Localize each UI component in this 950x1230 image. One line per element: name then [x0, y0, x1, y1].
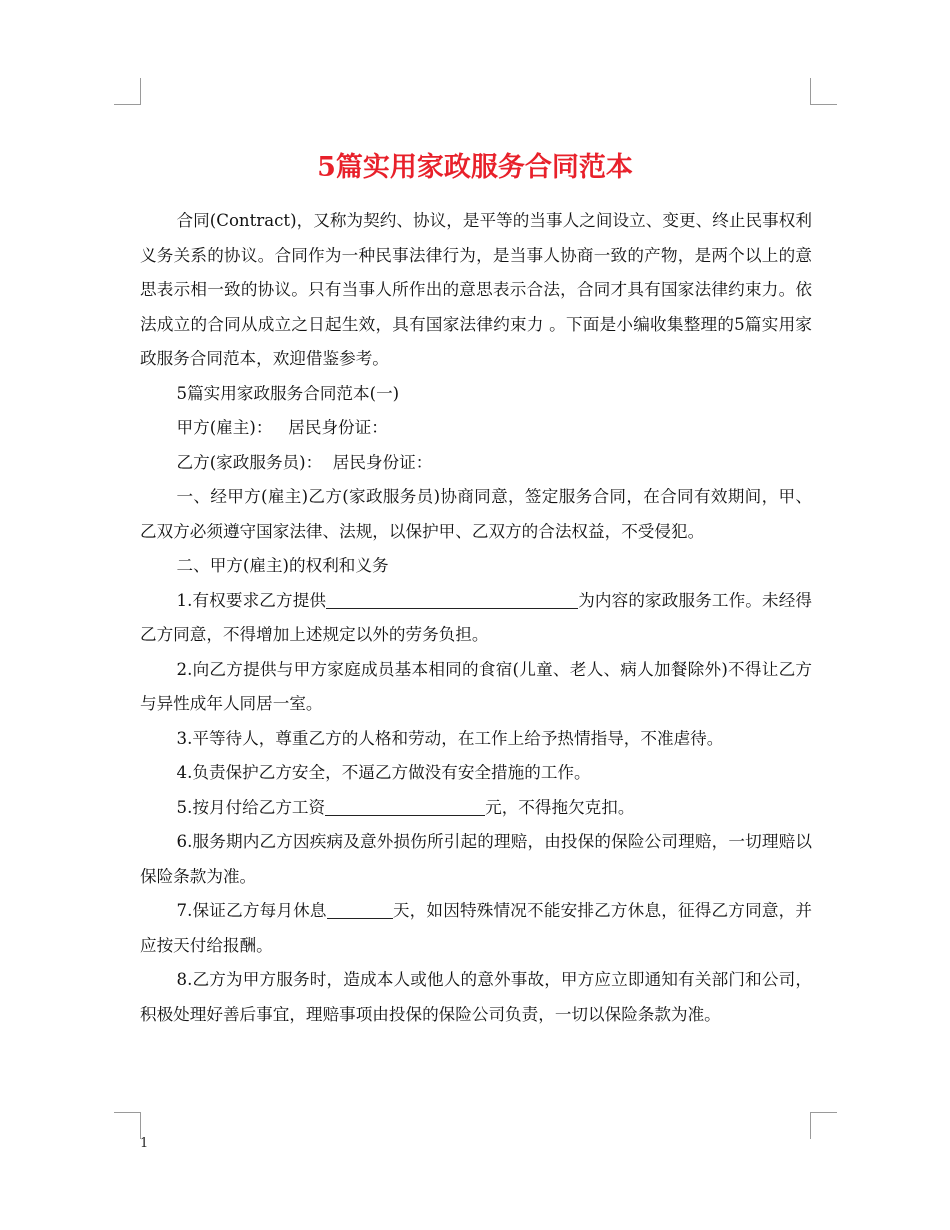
item-3: 3.平等待人，尊重乙方的人格和劳动，在工作上给予热情指导，不准虐待。: [176, 728, 724, 748]
party-a-text: 甲方(雇主)： 居民身份证：: [176, 418, 388, 437]
party-b-text: 乙方(家政服务员)： 居民身份证：: [176, 452, 433, 472]
item-1-text-before: 1.有权要求乙方提供: [176, 590, 327, 610]
clause-2-heading: 二、甲方(雇主)的权利和义务: [176, 556, 389, 575]
crop-mark-bottom-left: [114, 1112, 141, 1139]
rest-days-blank: [327, 901, 393, 919]
item-2: 2.向乙方提供与甲方家庭成员基本相同的食宿(儿童、老人、病人加餐除外)不得让乙方与异性成年人同居一室。: [140, 659, 812, 713]
service-content-blank: [326, 591, 578, 609]
crop-mark-bottom-right: [810, 1112, 837, 1139]
salary-blank: [325, 798, 485, 816]
item-7: [140, 894, 812, 963]
document-title: 5篇实用家政服务合同范本: [317, 152, 633, 184]
crop-mark-top-right: [810, 78, 837, 105]
item-1-text-after: 为内容的家政服务工作。未经得乙方同意，不得增加上述规定以外的劳务负担。: [140, 590, 812, 644]
section-heading: 5篇实用家政服务合同范本(一): [176, 383, 400, 403]
crop-mark-top-left: [114, 78, 141, 105]
item-1: [140, 584, 812, 653]
item-4: 4.负责保护乙方安全，不逼乙方做没有安全措施的工作。: [176, 763, 591, 782]
item-5-text-before: 5.按月付给乙方工资: [176, 797, 326, 817]
page-number: 1: [140, 1136, 149, 1151]
item-5: [140, 791, 812, 826]
item-6: 6.服务期内乙方因疾病及意外损伤所引起的理赔，由投保的保险公司理赔，一切理赔以保险条款为准。: [140, 832, 812, 886]
item-8: 8.乙方为甲方服务时，造成本人或他人的意外事故，甲方应立即通知有关部门和公司，积极处理好善后事宜，理赔事项由投保的保险公司负责，一切以保险条款为准。: [140, 970, 812, 1024]
clause-1: 一、经甲方(雇主)乙方(家政服务员)协商同意，签定服务合同，在合同有效期间，甲、乙双方必须遵守国家法律、法规，以保护甲、乙双方的合法权益，不受侵犯。: [140, 487, 812, 541]
party-b-line: [140, 446, 812, 481]
item-7-text-after: 天，如因特殊情况不能安排乙方休息，征得乙方同意，并应按天付给报酬。: [140, 901, 812, 955]
item-5-text-after: 元，不得拖欠克扣。: [485, 797, 635, 817]
item-7-text-before: 7.保证乙方每月休息: [176, 901, 327, 920]
document-body: [140, 204, 812, 1032]
party-a-line: [140, 411, 812, 446]
intro-paragraph: 合同(Contract)，又称为契约、协议，是平等的当事人之间设立、变更、终止民事权利义务关系的协议。合同作为一种民事法律行为，是当事人协商一致的产物，是两个以上的意思表示相一致的协议。只有当事人所作出的意思表示合法，合同才具有国家法律约束力。依法成立的合同从成立之日起生效，具有国家法律约束力 。下面是小编收集整理的5篇实用家政服务合同范本，欢迎借鉴参考。: [140, 211, 812, 368]
